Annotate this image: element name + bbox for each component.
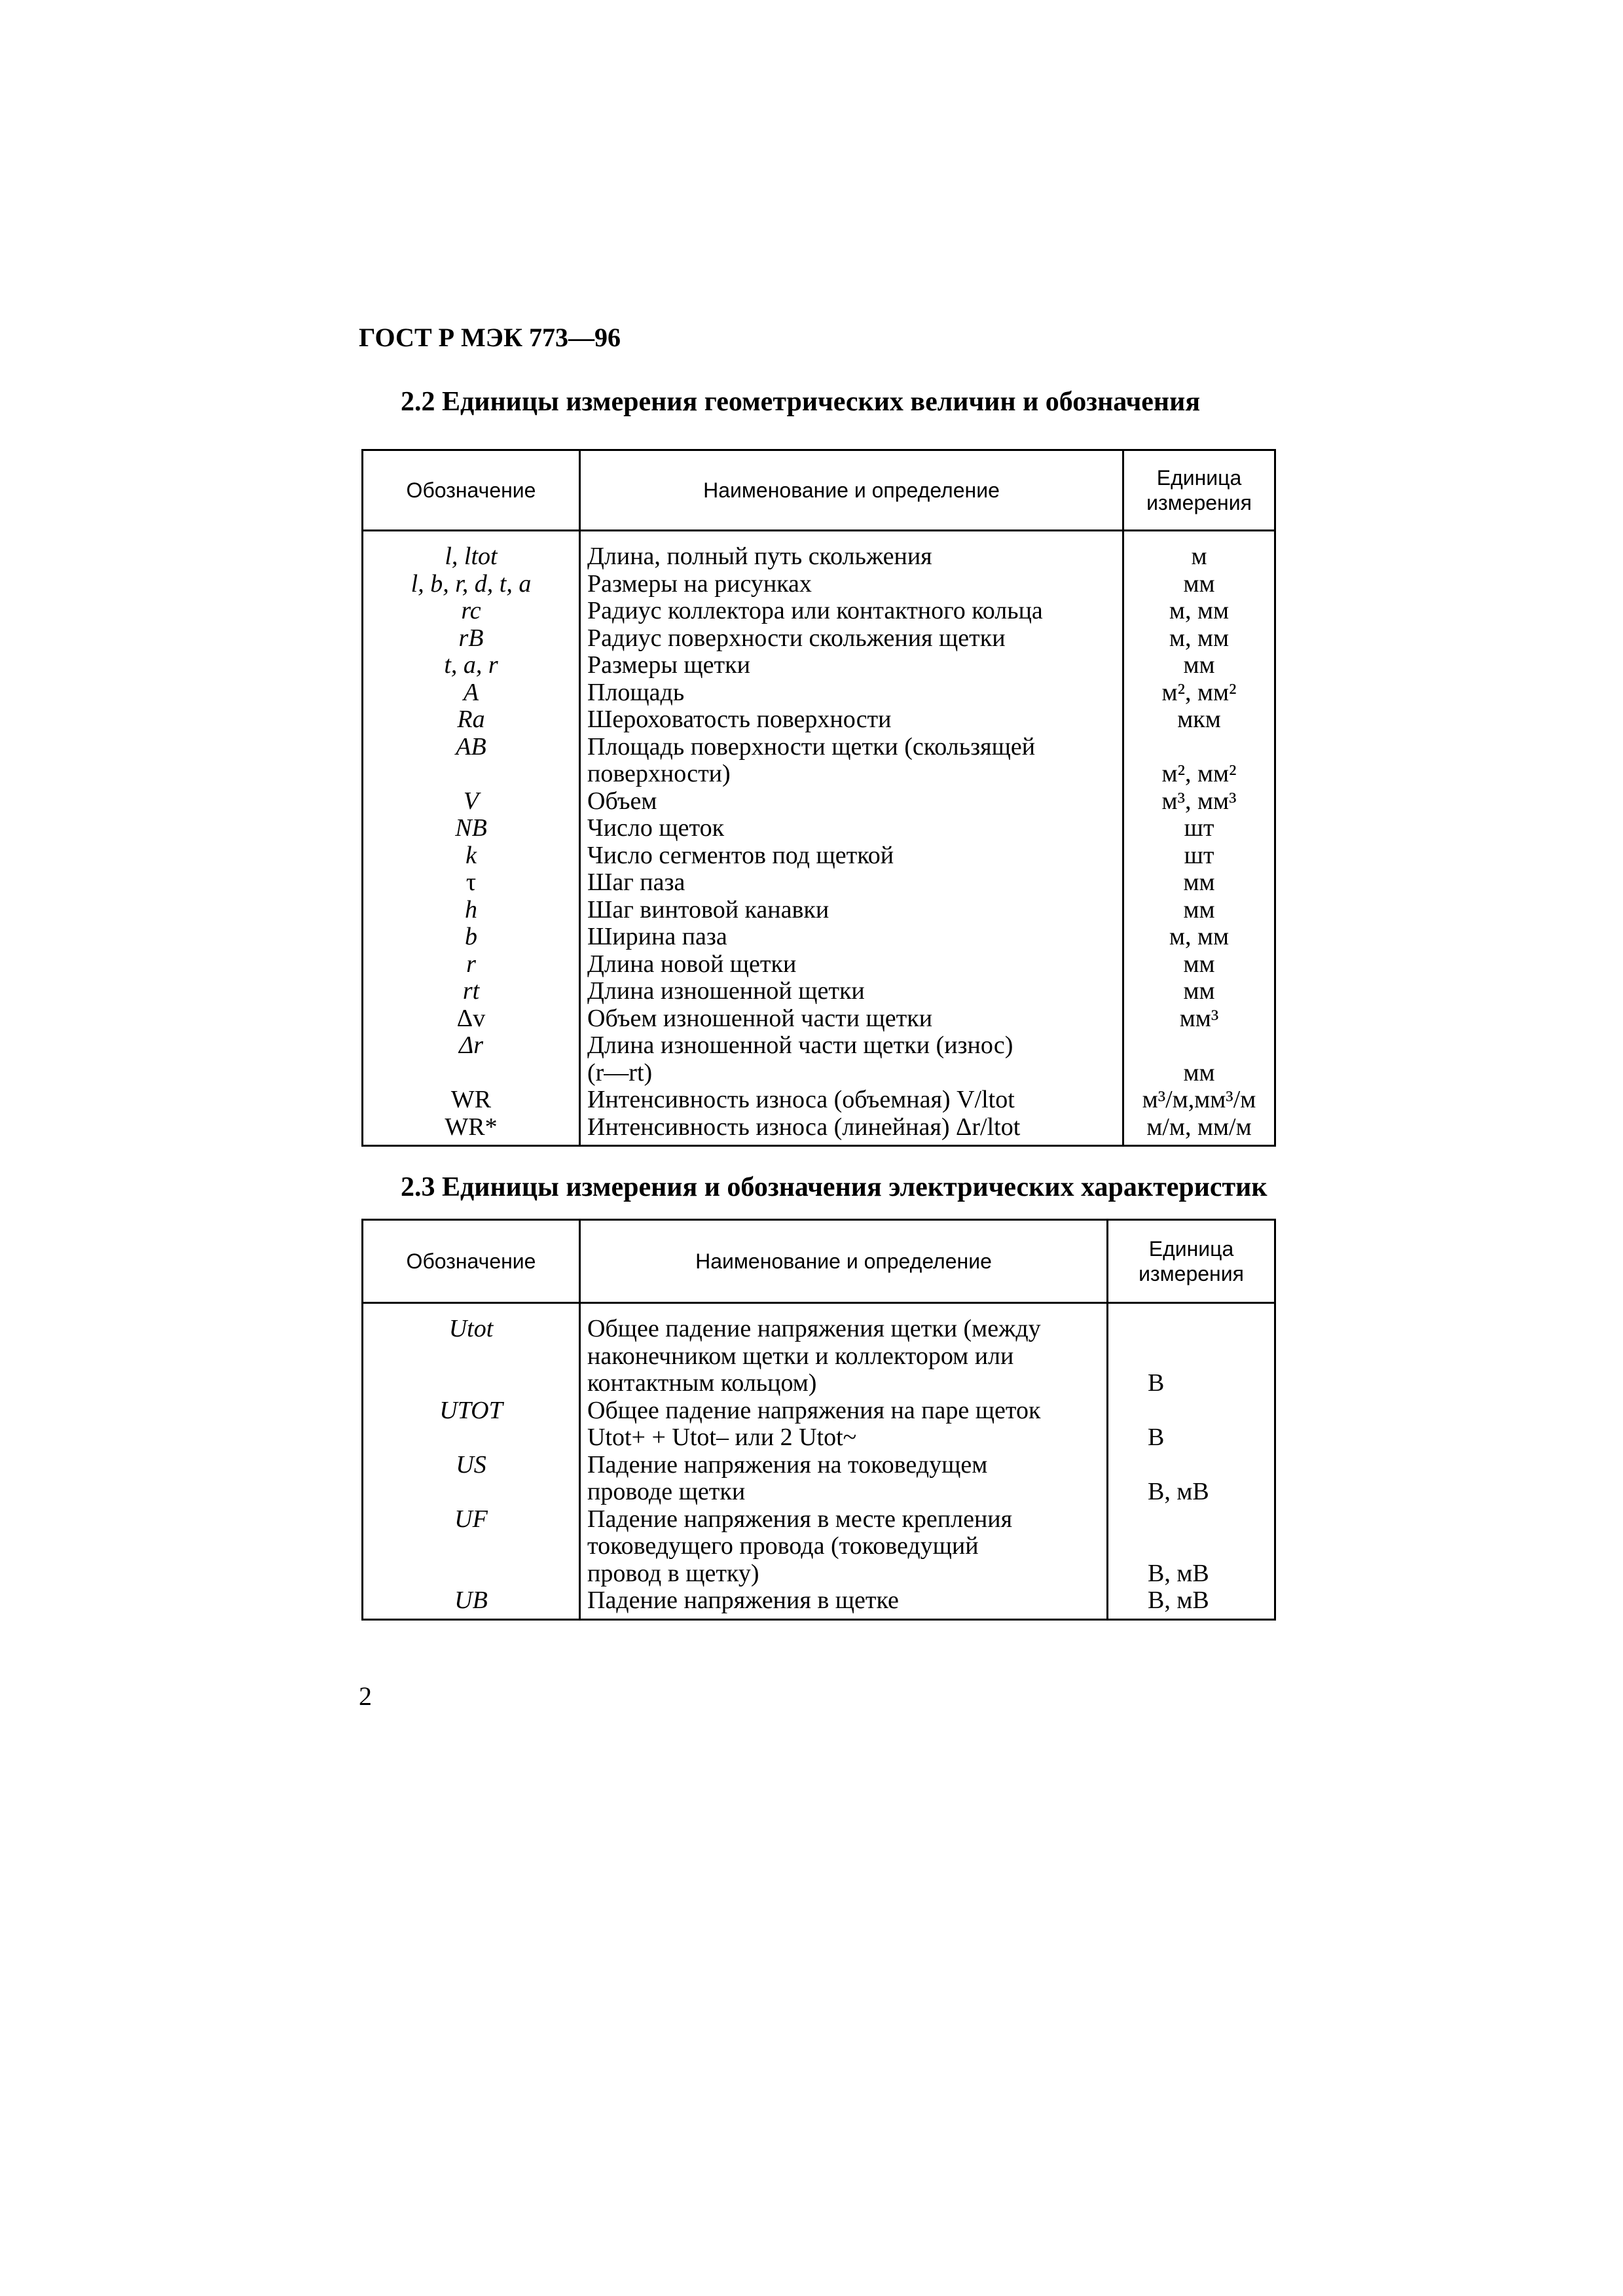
- symbol-cell: Utot: [448, 1315, 494, 1342]
- definition-cell: Utot+ + Utot– или 2 Utot~: [587, 1424, 857, 1451]
- unit-cell: мм: [1183, 950, 1215, 978]
- unit-cell: [1108, 1533, 1274, 1560]
- definition-cell: Падение напряжения в щетке: [587, 1587, 899, 1614]
- unit-cell: В: [1148, 1369, 1165, 1397]
- definition-cell: Площадь: [587, 678, 685, 706]
- symbol-cell: rc: [461, 597, 481, 624]
- definition-cell: Размеры на рисунках: [587, 569, 812, 598]
- unit-cell: мм: [1183, 1058, 1215, 1086]
- symbol-cell: Δr: [458, 1031, 484, 1059]
- unit-cell: мм: [1183, 569, 1215, 598]
- header-symbol: Обозначение: [363, 1220, 580, 1303]
- definition-cell: Длина изношенной части щетки (износ): [587, 1031, 1013, 1059]
- symbol-cell: A: [463, 678, 479, 706]
- definition-cell: Объем: [587, 787, 657, 815]
- definition-cell: Число щеток: [587, 814, 725, 842]
- symbol-cell: [363, 1479, 579, 1506]
- symbol-cell: τ: [465, 869, 477, 896]
- header-unit: Единица измерения: [1123, 450, 1275, 531]
- symbol-cell: h: [465, 895, 477, 924]
- header-unit: Единица измерения: [1108, 1220, 1275, 1303]
- symbol-cell: [363, 1370, 579, 1397]
- symbol-cell: r: [466, 950, 476, 978]
- symbol-cell: NB: [455, 814, 487, 842]
- section-2-3-title: 2.3 Единицы измерения и обозначения электрических характеристик: [401, 1172, 1267, 1202]
- symbol-cell: k: [465, 841, 477, 869]
- unit-cell: мкм: [1177, 706, 1221, 733]
- unit-cell: шт: [1184, 841, 1214, 869]
- definition-cell: Интенсивность износа (объемная) V/ltot: [587, 1086, 1015, 1113]
- definition-cell: Число сегментов под щеткой: [587, 841, 894, 869]
- unit-cell: В, мВ: [1148, 1587, 1209, 1614]
- definition-cell: контактным кольцом): [587, 1369, 817, 1397]
- symbol-cell: [363, 1343, 579, 1371]
- symbol-cell: UF: [454, 1505, 488, 1533]
- unit-cell: м³, мм³: [1161, 787, 1237, 815]
- definition-cell: Общее падение напряжения щетки (между: [587, 1315, 1041, 1342]
- unit-cell: мм: [1183, 651, 1215, 679]
- unit-cell: м², мм²: [1161, 678, 1237, 706]
- header-definition: Наименование и определение: [580, 1220, 1108, 1303]
- definition-cell: Длина изношенной щетки: [587, 977, 865, 1005]
- symbol-cell: [363, 1560, 579, 1588]
- definition-cell: Шаг винтовой канавки: [587, 895, 830, 924]
- definition-cell: поверхности): [587, 760, 731, 787]
- symbol-cell: [363, 1533, 579, 1560]
- geometric-units-table: [361, 449, 1276, 1147]
- definition-cell: Размеры щетки: [587, 651, 750, 679]
- electrical-units-table: [361, 1219, 1276, 1621]
- symbol-column: [363, 1304, 579, 1619]
- symbol-cell: t, a, r: [444, 651, 498, 679]
- symbol-cell: [363, 1424, 579, 1452]
- symbol-cell: Ra: [457, 706, 485, 733]
- definition-cell: наконечником щетки и коллектором или: [587, 1342, 1014, 1370]
- symbol-cell: UB: [454, 1587, 488, 1614]
- definition-cell: Длина, полный путь скольжения: [587, 543, 932, 570]
- unit-cell: В: [1148, 1424, 1165, 1451]
- definition-cell: Радиус коллектора или контактного кольца: [587, 597, 1043, 624]
- unit-cell: мм³: [1179, 1004, 1219, 1032]
- section-2-2-title: 2.2 Единицы измерения геометрических величин и обозначения: [401, 387, 1201, 417]
- symbol-cell: UTOT: [439, 1396, 503, 1424]
- definition-cell: Площадь поверхности щетки (скользящей: [587, 732, 1036, 761]
- unit-cell: м/м, мм/м: [1146, 1113, 1252, 1141]
- symbol-cell: b: [465, 923, 477, 950]
- definition-cell: (r—rt): [587, 1058, 653, 1086]
- unit-cell: В, мВ: [1148, 1559, 1209, 1587]
- unit-cell: [1124, 734, 1274, 761]
- unit-column: [1124, 531, 1274, 1145]
- unit-cell: м, мм: [1169, 624, 1230, 652]
- symbol-cell: l, b, r, d, t, a: [410, 569, 532, 598]
- definition-cell: Интенсивность износа (линейная) Δr/ltot: [587, 1113, 1021, 1141]
- header-definition: Наименование и определение: [580, 450, 1123, 531]
- definition-cell: Шаг паза: [587, 869, 685, 896]
- unit-cell: [1108, 1452, 1274, 1479]
- symbol-cell: WR: [450, 1086, 492, 1113]
- definition-cell: Длина новой щетки: [587, 950, 797, 978]
- symbol-cell: AB: [456, 732, 486, 761]
- symbol-cell: l, ltot: [445, 543, 498, 570]
- definition-cell: Ширина паза: [587, 923, 727, 950]
- unit-cell: м: [1191, 543, 1207, 570]
- document-code: ГОСТ Р МЭК 773—96: [359, 323, 621, 352]
- symbol-cell: V: [463, 787, 479, 815]
- symbol-cell: Δv: [456, 1004, 486, 1032]
- definition-cell: Общее падение напряжения на паре щеток: [587, 1396, 1041, 1424]
- page-number: 2: [359, 1681, 372, 1711]
- definition-cell: проводе щетки: [587, 1478, 746, 1505]
- unit-cell: [1108, 1397, 1274, 1425]
- unit-cell: мм: [1183, 895, 1215, 924]
- symbol-cell: rB: [458, 624, 484, 652]
- definition-cell: провод в щетку): [587, 1559, 759, 1587]
- symbol-cell: rt: [462, 977, 480, 1005]
- symbol-column: [363, 531, 579, 1145]
- definition-cell: токоведущего провода (токоведущий: [587, 1532, 979, 1560]
- unit-cell: [1108, 1343, 1274, 1371]
- definition-cell: Объем изношенной части щетки: [587, 1004, 933, 1032]
- unit-column: [1108, 1304, 1274, 1619]
- symbol-cell: [363, 761, 579, 788]
- definition-cell: Радиус поверхности скольжения щетки: [587, 624, 1006, 652]
- unit-cell: м², мм²: [1161, 760, 1237, 787]
- symbol-cell: WR*: [445, 1113, 498, 1141]
- unit-cell: м, мм: [1169, 597, 1230, 624]
- definition-cell: Падение напряжения в месте крепления: [587, 1505, 1013, 1533]
- symbol-cell: US: [456, 1450, 486, 1479]
- definition-cell: Падение напряжения на токоведущем: [587, 1450, 988, 1479]
- unit-cell: м, мм: [1169, 923, 1230, 950]
- unit-cell: мм: [1183, 977, 1215, 1005]
- unit-cell: м³/м,мм³/м: [1142, 1086, 1256, 1113]
- symbol-cell: [363, 1060, 579, 1087]
- unit-cell: шт: [1184, 814, 1214, 842]
- definition-cell: Шероховатость поверхности: [587, 706, 892, 733]
- unit-cell: [1124, 1032, 1274, 1060]
- header-symbol: Обозначение: [363, 450, 580, 531]
- unit-cell: [1108, 1506, 1274, 1534]
- unit-cell: [1108, 1316, 1274, 1343]
- unit-cell: В, мВ: [1148, 1478, 1209, 1505]
- unit-cell: мм: [1183, 869, 1215, 896]
- definition-column: [581, 531, 1122, 1145]
- definition-column: [581, 1304, 1106, 1619]
